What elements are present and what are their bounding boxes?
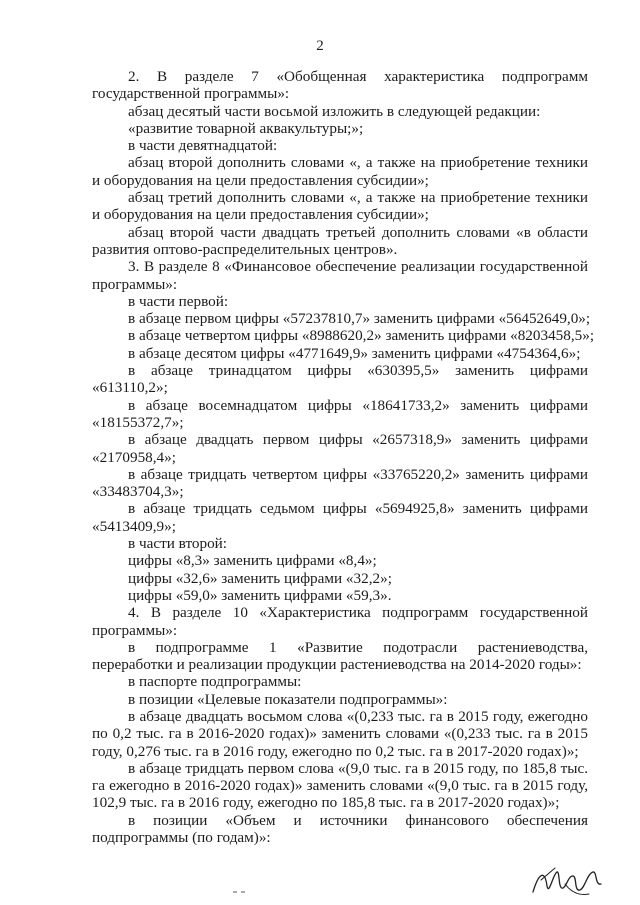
paragraph: в абзаце тридцать четвертом цифры «33765220,2» заменить цифрами «33483704,3»;	[92, 465, 588, 501]
paragraph: «развитие товарной аквакультуры;»;	[128, 119, 364, 137]
paragraph: абзац второй дополнить словами «, а также на приобретение техники и оборудования на цели предоставления субсидии»;	[92, 154, 588, 189]
paragraph: в абзаце первом цифры «57237810,7» заменить цифрами «56452649,0»;	[128, 310, 591, 328]
paragraph: в абзаце двадцать восьмом слова «(0,233 тыс. га в 2015 году, ежегодно по 0,2 тыс. га в 2016-2020 годах)» заменить словами «(0,233 тыс. га в 2015 году, 0,276 тыс. га в 2016 году, ежегодно по 0,2 тыс. га в 2017-2020 годах)»;	[92, 707, 588, 760]
paragraph: абзац третий дополнить словами «, а также на приобретение техники и оборудования на цели предоставления субсидии»;	[92, 189, 588, 224]
paragraph: в абзаце десятом цифры «4771649,9» заменить цифрами «4754364,6»;	[128, 344, 581, 362]
paragraph: 3. В разделе 8 «Финансовое обеспечение реализации государственной программы»:	[92, 258, 588, 293]
paragraph: в абзаце тридцать первом слова «(9,0 тыс. га в 2015 году, по 185,8 тыс. га ежегодно в 2016-2020 годах)» заменить словами «(9,0 тыс. га в 2015 году, 102,9 тыс. га в 2016 году, ежегодно по 185,8 тыс. га в 2017-2020 годах)»;	[92, 759, 588, 812]
paragraph: в абзаце тридцать седьмом цифры «5694925,8» заменить цифрами «5413409,9»;	[92, 500, 588, 535]
paragraph: в части первой:	[128, 292, 229, 310]
scan-mark	[232, 890, 246, 894]
paragraph: в абзаце тринадцатом цифры «630395,5» заменить цифрами «613110,2»;	[92, 362, 588, 397]
paragraph: абзац второй части двадцать третьей дополнить словами «в области развития оптово-распределительных центров».	[92, 223, 588, 258]
paragraph: в абзаце двадцать первом цифры «2657318,9» заменить цифрами «2170958,4»;	[92, 431, 588, 466]
paragraph: в подпрограмме 1 «Развитие подотрасли растениеводства, переработки и реализации продукции растениеводства на 2014-2020 годы»:	[92, 638, 588, 674]
paragraph: в части второй:	[128, 535, 228, 553]
paragraph: цифры «8,3» заменить цифрами «8,4»;	[128, 552, 377, 570]
paragraph: абзац десятый части восьмой изложить в следующей редакции:	[128, 102, 541, 120]
paragraph: в абзаце восемнадцатом цифры «18641733,2» заменить цифрами «18155372,7»;	[92, 396, 588, 431]
paragraph: в позиции «Объем и источники финансового обеспечения подпрограммы (по годам)»:	[92, 811, 588, 847]
paragraph: цифры «59,0» заменить цифрами «59,3».	[128, 586, 392, 604]
page-number: 2	[316, 38, 324, 54]
paragraph: 2. В разделе 7 «Обобщенная характеристика подпрограмм государственной программы»:	[92, 68, 588, 103]
paragraph: цифры «32,6» заменить цифрами «32,2»;	[128, 569, 392, 587]
paragraph: 4. В разделе 10 «Характеристика подпрограмм государственной программы»:	[92, 604, 588, 639]
document-body	[92, 68, 595, 847]
paragraph: в позиции «Целевые показатели подпрограммы»:	[128, 690, 448, 708]
paragraph: в части девятнадцатой:	[128, 137, 278, 155]
paragraph: в паспорте подпрограммы:	[128, 673, 302, 691]
paragraph: в абзаце четвертом цифры «8988620,2» заменить цифрами «8203458,5»;	[128, 327, 595, 345]
handwritten-signature	[527, 862, 607, 902]
